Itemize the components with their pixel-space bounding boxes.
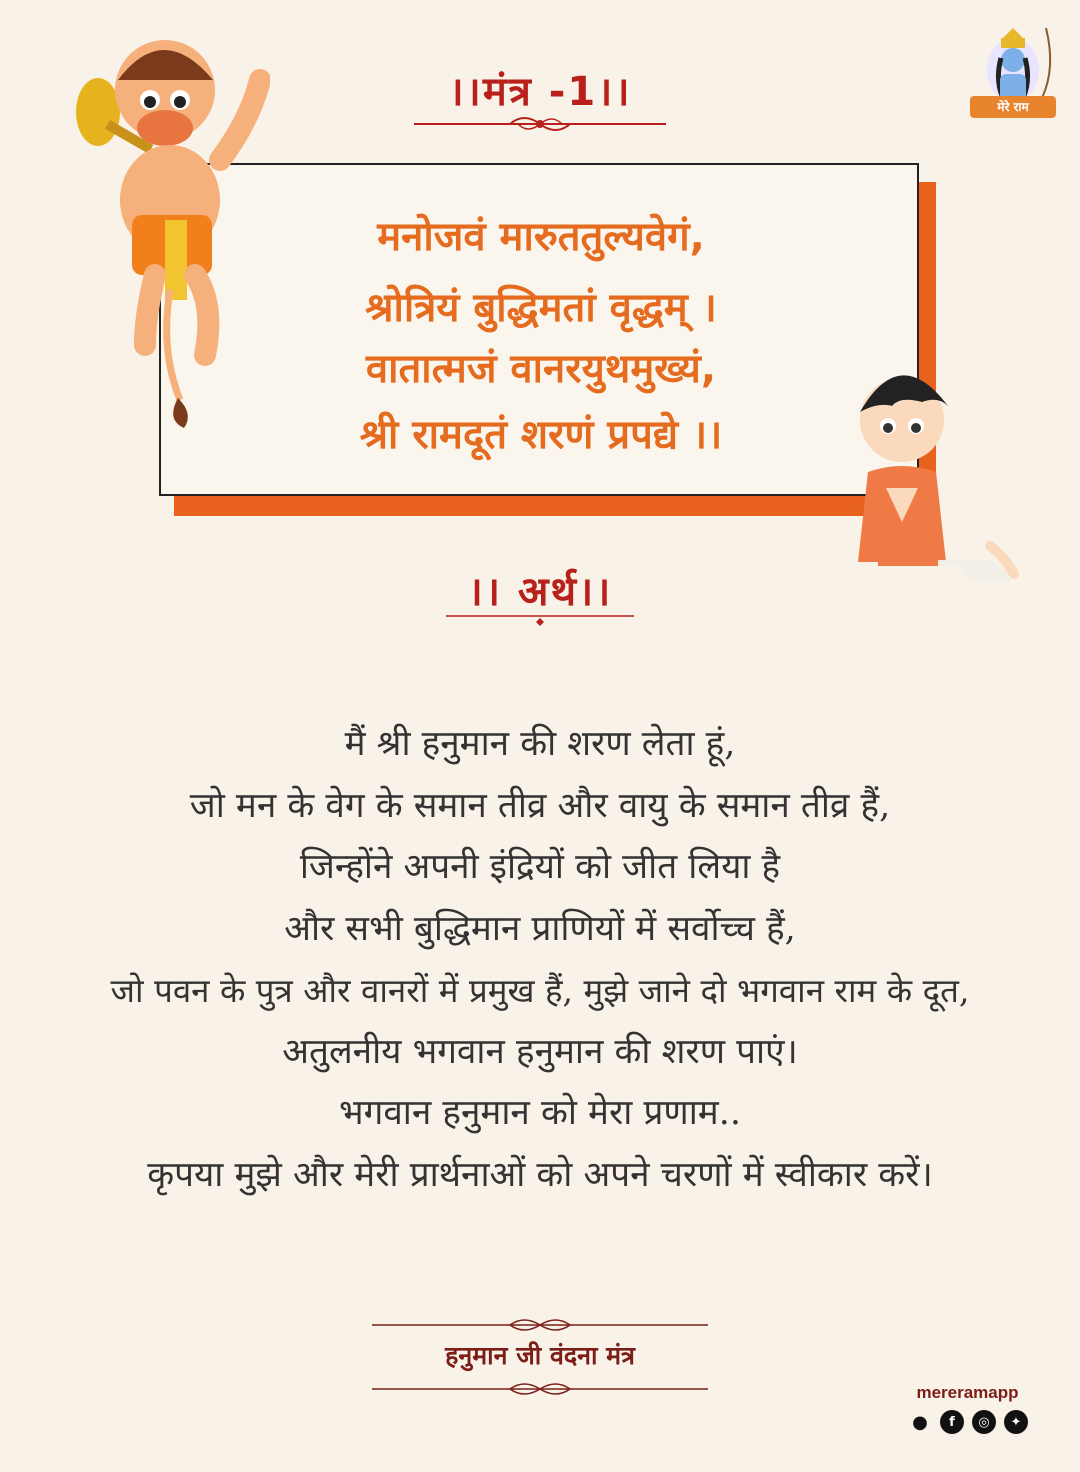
- brand-name: mereramapp: [916, 1383, 1019, 1402]
- instagram-icon[interactable]: ◎: [972, 1410, 996, 1434]
- meaning-line: कृपया मुझे और मेरी प्रार्थनाओं को अपने चरणों में स्वीकार करें।: [147, 1154, 933, 1195]
- footer-divider-top: [372, 1314, 708, 1336]
- meaning-line: भगवान हनुमान को मेरा प्रणाम..: [339, 1093, 741, 1133]
- meaning-text: [0, 714, 1080, 1206]
- meaning-divider: [446, 610, 634, 628]
- twitter-icon[interactable]: ✦: [1004, 1410, 1028, 1434]
- meaning-line: अतुलनीय भगवान हनुमान की शरण पाएं।: [282, 1031, 798, 1072]
- meaning-line: जिन्होंने अपनी इंद्रियों को जीत लिया है: [299, 847, 781, 887]
- hanuman-illustration: [70, 20, 270, 434]
- mantra-line: श्रोत्रियं बुद्धिमतां वृद्धम् ।: [365, 285, 717, 331]
- mantra-box: [159, 163, 919, 496]
- meaning-line: जो मन के वेग के समान तीव्र और वायु के समान तीव्र हैं,: [189, 785, 891, 826]
- facebook-icon[interactable]: f: [940, 1410, 964, 1434]
- logo: [968, 22, 1058, 124]
- social-icons: [908, 1410, 1028, 1434]
- praying-boy-illustration: [840, 362, 1020, 596]
- logo-text: मेरे राम: [997, 100, 1029, 114]
- footer-title: हनुमान जी वंदना मंत्र: [445, 1341, 635, 1370]
- hanuman-icon: [70, 20, 270, 430]
- meaning-line: मैं श्री हनुमान की शरण लेता हूं,: [344, 724, 736, 764]
- mantra-line: मनोजवं मारुततुल्यवेगं,: [377, 214, 705, 260]
- meaning-line: जो पवन के पुत्र और वानरों में प्रमुख हैं, मुझे जाने दो भगवान राम के दूत,: [110, 971, 970, 1010]
- page-title: ।।मंत्र -1।।: [448, 69, 632, 115]
- mantra-line: वातात्मजं वानरयुथमुख्यं,: [365, 346, 717, 392]
- android-icon[interactable]: ●: [912, 1411, 928, 1433]
- praying-boy-icon: [840, 362, 1020, 592]
- meaning-line: और सभी बुद्धिमान प्राणियों में सर्वोच्च हैं,: [284, 908, 796, 949]
- mantra-line: श्री रामदूतं शरणं प्रपद्ये ।।: [359, 412, 723, 458]
- title-divider: [414, 112, 666, 138]
- meaning-heading: ।। अर्थ।।: [467, 569, 613, 615]
- footer-divider-bottom: [372, 1378, 708, 1400]
